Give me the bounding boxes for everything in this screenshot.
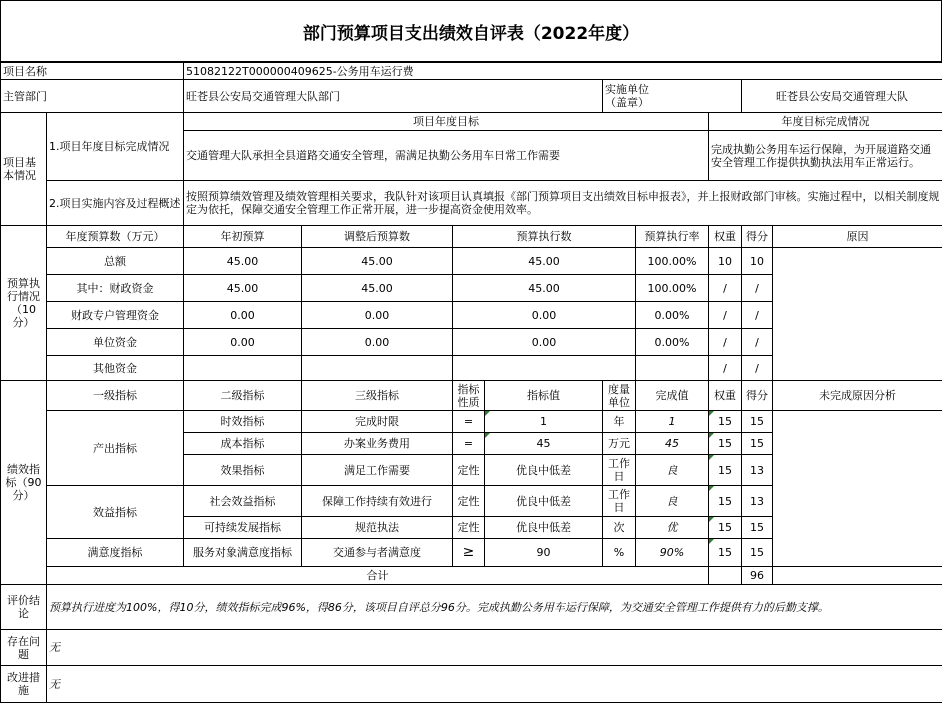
budget-weight: / — [709, 329, 742, 356]
perf-reason — [773, 411, 942, 567]
perf-section-label: 绩效指标（90分） — [1, 381, 47, 585]
budget-rate: 0.00% — [636, 329, 709, 356]
budget-score: / — [742, 329, 773, 356]
perf-weight: 15 — [709, 517, 742, 539]
budget-header: 年初预算 — [184, 226, 302, 248]
budget-section-label: 预算执行情况（10分） — [1, 226, 47, 381]
perf-done: 45 — [636, 433, 709, 455]
perf-header: 得分 — [742, 381, 773, 411]
perf-score: 15 — [742, 517, 773, 539]
perf-weight: 15 — [709, 455, 742, 486]
perf-score: 13 — [742, 486, 773, 517]
perf-level3: 保障工作持续有效进行 — [302, 486, 453, 517]
budget-header: 权重 — [709, 226, 742, 248]
budget-score: / — [742, 356, 773, 381]
budget-reason — [773, 248, 942, 381]
perf-score: 15 — [742, 539, 773, 567]
budget-row-label: 其他资金 — [47, 356, 184, 381]
perf-unit: % — [603, 539, 636, 567]
budget-header: 预算执行数 — [453, 226, 636, 248]
perf-level3: 办案业务费用 — [302, 433, 453, 455]
perf-done: 良 — [636, 455, 709, 486]
budget-adjusted: 0.00 — [302, 329, 453, 356]
budget-executed — [453, 356, 636, 381]
perf-level2: 服务对象满意度指标 — [184, 539, 302, 567]
budget-executed: 45.00 — [453, 248, 636, 275]
total-label: 合计 — [47, 567, 709, 585]
budget-score: / — [742, 275, 773, 302]
budget-score: 10 — [742, 248, 773, 275]
budget-executed: 45.00 — [453, 275, 636, 302]
budget-executed: 0.00 — [453, 302, 636, 329]
perf-weight: 15 — [709, 411, 742, 433]
perf-level3: 完成时限 — [302, 411, 453, 433]
perf-header: 二级指标 — [184, 381, 302, 411]
perf-level2: 社会效益指标 — [184, 486, 302, 517]
total-reason — [773, 567, 942, 585]
perf-score: 13 — [742, 455, 773, 486]
perf-weight: 15 — [709, 539, 742, 567]
budget-rate: 100.00% — [636, 248, 709, 275]
perf-header: 指标性质 — [453, 381, 485, 411]
budget-adjusted: 45.00 — [302, 248, 453, 275]
perf-level3: 交通参与者满意度 — [302, 539, 453, 567]
perf-group-output: 产出指标 — [47, 411, 184, 486]
budget-rate: 100.00% — [636, 275, 709, 302]
goal-header: 项目年度目标 — [184, 113, 709, 131]
budget-initial: 45.00 — [184, 275, 302, 302]
budget-adjusted: 0.00 — [302, 302, 453, 329]
dept-label: 主管部门 — [1, 80, 184, 113]
budget-score: / — [742, 302, 773, 329]
perf-unit: 工作日 — [603, 486, 636, 517]
project-name-value: 51082122T000000409625-公务用车运行费 — [184, 63, 942, 80]
perf-level2: 可持续发展指标 — [184, 517, 302, 539]
unit-label: 实施单位 （盖章） — [603, 80, 742, 113]
perf-level2: 效果指标 — [184, 455, 302, 486]
perf-unit: 万元 — [603, 433, 636, 455]
conclusion-label: 评价结论 — [1, 585, 47, 630]
budget-row-label: 其中：财政资金 — [47, 275, 184, 302]
perf-header: 度量单位 — [603, 381, 636, 411]
perf-header: 三级指标 — [302, 381, 453, 411]
perf-header: 权重 — [709, 381, 742, 411]
perf-weight: 15 — [709, 433, 742, 455]
evaluation-table — [0, 62, 942, 703]
perf-unit: 次 — [603, 517, 636, 539]
perf-nature: ≥ — [453, 539, 485, 567]
perf-value: 优良中低差 — [485, 517, 603, 539]
perf-value: 优良中低差 — [485, 486, 603, 517]
total-weight — [709, 567, 742, 585]
budget-header: 原因 — [773, 226, 942, 248]
total-score: 96 — [742, 567, 773, 585]
budget-rate: 0.00% — [636, 302, 709, 329]
goal-label: 1.项目年度目标完成情况 — [47, 113, 184, 181]
perf-nature: = — [453, 411, 485, 433]
perf-nature: 定性 — [453, 455, 485, 486]
goal-text: 交通管理大队承担全县道路交通安全管理，需满足执勤公务用车日常工作需要 — [184, 131, 709, 181]
measures-text: 无 — [47, 666, 942, 703]
perf-done: 良 — [636, 486, 709, 517]
perf-done: 1 — [636, 411, 709, 433]
budget-weight: / — [709, 356, 742, 381]
perf-header: 一级指标 — [47, 381, 184, 411]
perf-value: 90 — [485, 539, 603, 567]
budget-header: 得分 — [742, 226, 773, 248]
budget-header: 年度预算数（万元） — [47, 226, 184, 248]
project-name-label: 项目名称 — [1, 63, 184, 80]
budget-weight: / — [709, 275, 742, 302]
budget-weight: / — [709, 302, 742, 329]
perf-level3: 规范执法 — [302, 517, 453, 539]
perf-header: 未完成原因分析 — [773, 381, 942, 411]
basic-section-label: 项目基本情况 — [1, 113, 47, 226]
measures-label: 改进措施 — [1, 666, 47, 703]
perf-unit: 年 — [603, 411, 636, 433]
budget-row-label: 财政专户管理资金 — [47, 302, 184, 329]
perf-unit: 工作日 — [603, 455, 636, 486]
perf-value: 优良中低差 — [485, 455, 603, 486]
process-label: 2.项目实施内容及过程概述 — [47, 181, 184, 226]
budget-rate — [636, 356, 709, 381]
budget-executed: 0.00 — [453, 329, 636, 356]
budget-row-label: 单位资金 — [47, 329, 184, 356]
perf-nature: 定性 — [453, 486, 485, 517]
budget-initial — [184, 356, 302, 381]
perf-nature: = — [453, 433, 485, 455]
perf-weight: 15 — [709, 486, 742, 517]
budget-initial: 0.00 — [184, 302, 302, 329]
perf-score: 15 — [742, 433, 773, 455]
perf-level2: 时效指标 — [184, 411, 302, 433]
budget-adjusted: 45.00 — [302, 275, 453, 302]
perf-nature: 定性 — [453, 517, 485, 539]
page-title: 部门预算项目支出绩效自评表（2022年度） — [0, 0, 942, 62]
perf-group-benefit: 效益指标 — [47, 486, 184, 539]
budget-header: 调整后预算数 — [302, 226, 453, 248]
perf-score: 15 — [742, 411, 773, 433]
perf-done: 优 — [636, 517, 709, 539]
process-text: 按照预算绩效管理及绩效管理相关要求，我队针对该项目认真填报《部门预算项目支出绩效目标申报表》，并上报财政部门审核。实施过程中，以相关制度规定为依托，保障交通安全管理工作正常开展，进一步提高资金使用效率。 — [184, 181, 942, 226]
perf-header: 完成值 — [636, 381, 709, 411]
budget-adjusted — [302, 356, 453, 381]
perf-done: 90% — [636, 539, 709, 567]
perf-header: 指标值 — [485, 381, 603, 411]
perf-group-satisfaction: 满意度指标 — [47, 539, 184, 567]
budget-header: 预算执行率 — [636, 226, 709, 248]
perf-value: 1 — [485, 411, 603, 433]
conclusion-text: 预算执行进度为100%，得10分，绩效指标完成96%，得86分，该项目自评总分96分。完成执勤公务用车运行保障，为交通安全管理工作提供有力的后勤支撑。 — [47, 585, 942, 630]
completion-header: 年度目标完成情况 — [709, 113, 942, 131]
budget-initial: 0.00 — [184, 329, 302, 356]
budget-weight: 10 — [709, 248, 742, 275]
perf-level2: 成本指标 — [184, 433, 302, 455]
unit-value: 旺苍县公安局交通管理大队 — [742, 80, 942, 113]
perf-value: 45 — [485, 433, 603, 455]
budget-initial: 45.00 — [184, 248, 302, 275]
issues-text: 无 — [47, 630, 942, 666]
dept-value: 旺苍县公安局交通管理大队部门 — [184, 80, 603, 113]
perf-level3: 满足工作需要 — [302, 455, 453, 486]
completion-text: 完成执勤公务用车运行保障，为开展道路交通安全管理工作提供执勤执法用车正常运行。 — [709, 131, 942, 181]
budget-row-label: 总额 — [47, 248, 184, 275]
issues-label: 存在问题 — [1, 630, 47, 666]
